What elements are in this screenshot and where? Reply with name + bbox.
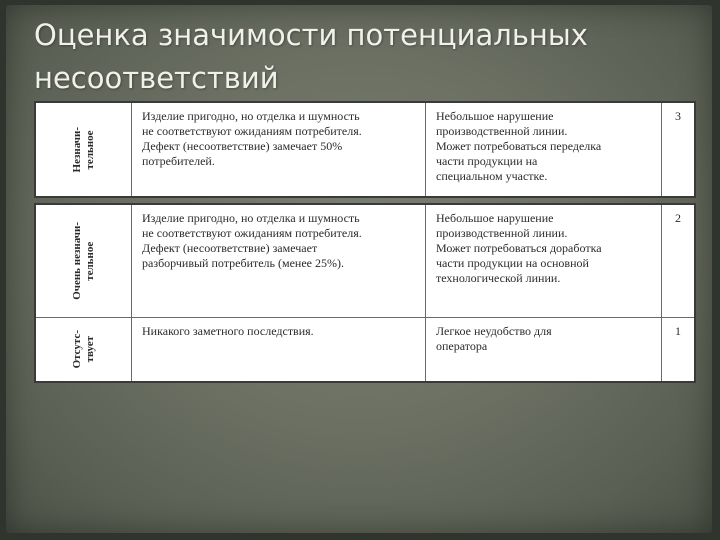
table-row xyxy=(36,103,694,196)
rank-cell: 3 xyxy=(675,109,681,123)
severity-table-fragment-2 xyxy=(34,203,696,383)
rank-cell: 2 xyxy=(675,211,681,225)
severity-category-label: Незначи- тельное xyxy=(71,126,96,173)
effect-description-cell: Изделие пригодно, но отделка и шумность не соответствуют ожиданиям потребителя. Дефект (несоответствие) замечает разборчивый потребитель (менее 25%). xyxy=(132,205,426,317)
severity-category-label: Отсутс- твует xyxy=(71,330,96,369)
effect-description-cell: Изделие пригодно, но отделка и шумность не соответствуют ожиданиям потребителя. Дефект (несоответствие) замечает 50% потребителей. xyxy=(132,103,426,196)
severity-category-label: Очень незначи- тельное xyxy=(71,222,96,300)
severity-table-fragment-1 xyxy=(34,101,696,198)
table-row xyxy=(36,205,694,317)
consequence-cell: Небольшое нарушение производственной линии. Может потребоваться доработка части продукции на основной технологической линии. xyxy=(426,205,662,317)
effect-description-cell: Никакого заметного последствия. xyxy=(132,318,426,381)
slide-title: Оценка значимости потенциальных несоответствий xyxy=(34,18,588,95)
severity-category-cell xyxy=(36,205,132,317)
table-row xyxy=(36,318,694,381)
rank-cell: 1 xyxy=(675,324,681,338)
severity-category-cell xyxy=(36,103,132,196)
severity-category-cell xyxy=(36,318,132,381)
consequence-cell: Небольшое нарушение производственной линии. Может потребоваться переделка части продукции на специальном участке. xyxy=(426,103,662,196)
consequence-cell: Легкое неудобство для оператора xyxy=(426,318,662,381)
